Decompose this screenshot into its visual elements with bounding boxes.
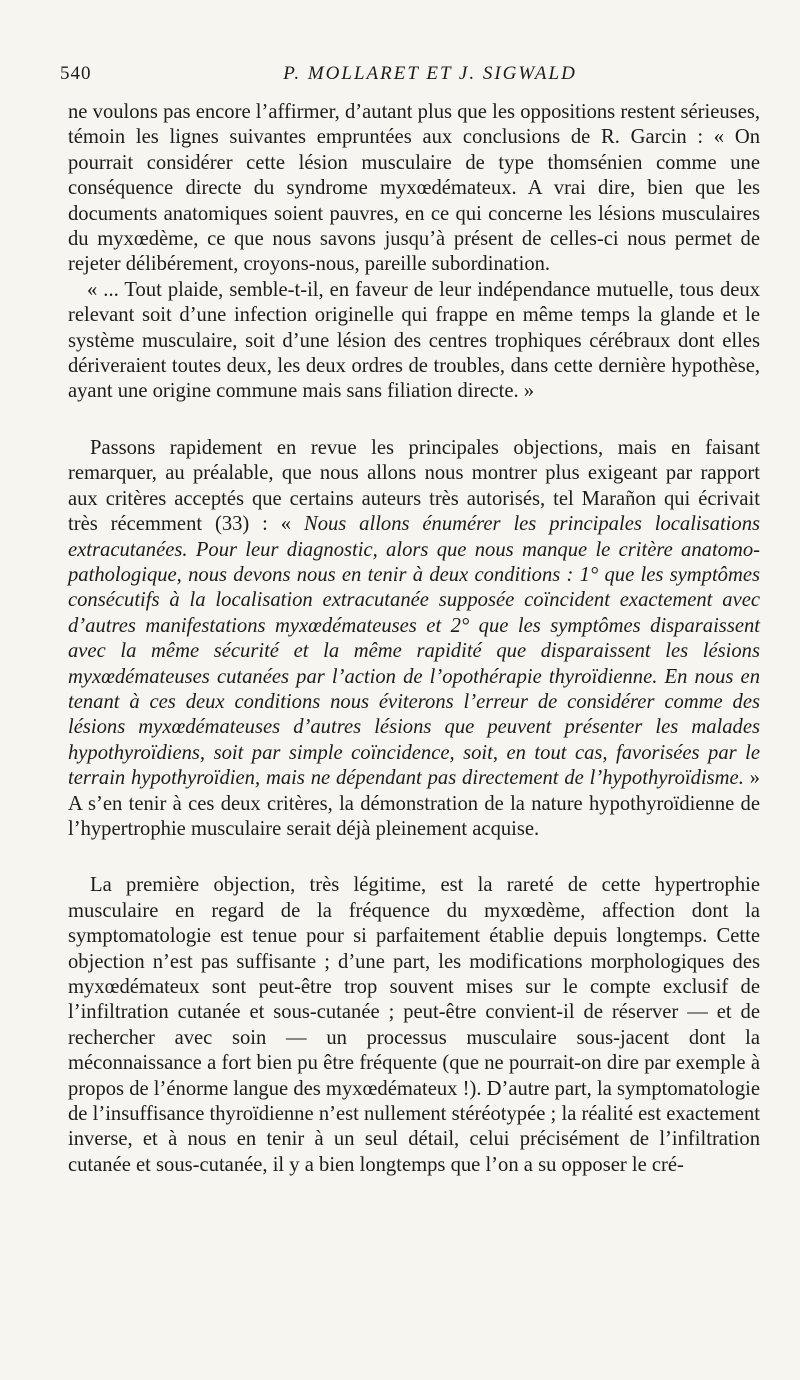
- page-header: [60, 63, 760, 89]
- paragraph-3-quotation: Nous allons énumérer les principales localisations extracutanées. Pour leur diagnostic, alors que nous manque le critère anatomo-pathologique, nous devons nous en tenir à deux conditions : 1° que les symptômes consécutifs à la localisation extracutanée supposée coïncident exactement avec d’autres manifestations myxœdémateuses et 2° que les symptômes disparaissent avec la même sécurité et la même rapidité que disparaissent les lésions myxœdémateuses cutanées par l’action de l’opothérapie thyroïdienne. En nous en tenant à ces deux conditions nous éviterons l’erreur de considérer comme des lésions myxœdémateuses d’autres lésions que peuvent présenter les malades hypothyroïdiens, soit par simple coïncidence, soit, en tout cas, favorisées par le terrain hypothyroïdien, mais ne dépendant pas directement de l’hypothyroïdisme.: [68, 513, 761, 790]
- paragraph-gap: [68, 405, 760, 436]
- paragraph-3-tail: » A s’en tenir à ces deux critères, la démonstration de la nature hypothyroïdienne de l’hypertrophie musculaire serait déjà pleinement acquise.: [68, 767, 760, 840]
- paragraph-3: [68, 436, 760, 843]
- paragraph-3-lead: Passons rapidement en revue les principales objections, mais en faisant remarquer, au préalable, que nous allons nous montrer plus exigeant par rapport aux critères acceptés que certains auteurs très autorisés, tel Marañon qui écrivait très récemment (33) : «: [68, 436, 760, 536]
- paragraph-gap: [68, 842, 760, 873]
- paragraph-2-quote: « ... Tout plaide, semble-t-il, en faveur de leur indépendance mutuelle, tous deux relevant soit d’une infection originelle qui frappe en même temps la glande et le système musculaire, soit d’une lésion des centres trophiques cérébraux dont elles dériveraient toutes deux, les deux ordres de troubles, dans cette dernière hypothèse, ayant une origine commune mais sans filiation directe. »: [68, 278, 760, 403]
- running-title: P. MOLLARET ET J. SIGWALD: [283, 63, 577, 84]
- paragraph-1: ne voulons pas encore l’affirmer, d’autant plus que les oppositions restent sérieuses, témoin les lignes suivantes empruntées aux conclusions de R. Garcin : « On pourrait considérer cette lésion musculaire de type thomsénien comme une conséquence directe du syndrome myxœdémateux. A vrai dire, bien que les documents anatomiques soient pauvres, en ce qui concerne les lésions musculaires du myxœdème, ce que nous savons jusqu’à présent de celles-ci nous permet de rejeter délibérement, croyons-nous, pareille subordination.: [68, 101, 760, 276]
- paragraph-4: La première objection, très légitime, est la rareté de cette hypertrophie musculaire en regard de la fréquence du myxœdème, affection dont la symptomatologie est tenue pour si parfaitement établie depuis longtemps. Cette objection n’est pas suffisante ; d’une part, les modifications morphologiques des myxœdémateux sont peut-être trop souvent mises sur le compte exclusif de l’infiltration cutanée et sous-cutanée ; peut-être convient-il de réserver — et de rechercher avec soin — un processus musculaire sous-jacent dont la méconnaissance a fort bien pu être fréquente (que ne pourrait-on dire par exemple à propos de l’énorme langue des myxœdémateux !). D’autre part, la symptomatologie de l’insuffisance thyroïdienne n’est nullement stéréotypée ; la réalité est exactement inverse, et à nous en tenir à un seul détail, celui précisément de l’infiltration cutanée et sous-cutanée, il y a bien longtemps que l’on a su opposer le cré-: [68, 874, 760, 1176]
- page-number: 540: [60, 63, 92, 84]
- body-text: [68, 100, 760, 1178]
